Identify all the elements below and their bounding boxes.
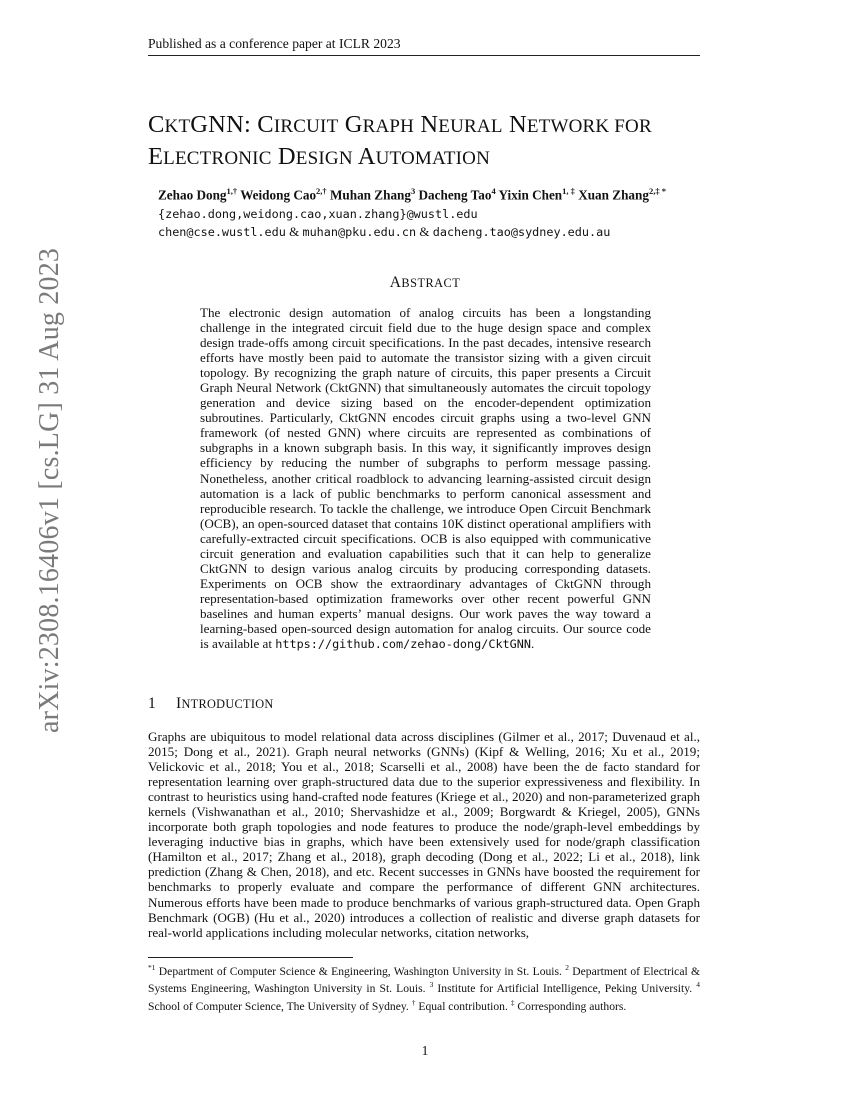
- title-text: EURAL: [438, 116, 503, 137]
- email-line-2: [158, 223, 718, 241]
- author-affiliation-mark: 1, ‡: [562, 186, 575, 196]
- footnote-text: School of Computer Science, The University of Sydney.: [148, 999, 412, 1013]
- heading-text: BSTRACT: [401, 276, 461, 290]
- title-line-2: [148, 142, 708, 174]
- title-text: C: [148, 111, 165, 138]
- heading-text: I: [176, 695, 182, 712]
- footnote-text: Corresponding authors.: [514, 999, 627, 1013]
- paper-title: [148, 110, 708, 174]
- author-affiliation-mark: 4: [491, 186, 496, 196]
- title-text: LECTRONIC: [163, 148, 272, 169]
- source-code-link[interactable]: https://github.com/zehao-dong/CktGNN: [275, 637, 531, 652]
- heading-text: A: [389, 274, 402, 291]
- email-address[interactable]: dacheng.tao@sydney.edu.au: [432, 225, 611, 239]
- footnote-text: Equal contribution.: [415, 999, 511, 1013]
- email-address[interactable]: muhan@pku.edu.cn: [302, 225, 417, 239]
- heading-text: NTRODUCTION: [181, 697, 274, 711]
- title-text: GNN: C: [190, 111, 274, 138]
- author-name: Weidong Cao: [240, 187, 317, 203]
- arxiv-identifier[interactable]: arXiv:2308.16406v1 [cs.LG] 31 Aug 2023: [34, 247, 65, 733]
- email-address[interactable]: chen@cse.wustl.edu: [158, 225, 286, 239]
- footnote-mark: 2: [565, 963, 569, 972]
- title-text: RAPH: [362, 116, 415, 137]
- author-affiliation-mark: 3: [410, 186, 416, 196]
- author-list: [158, 186, 718, 203]
- author-name: Zehao Dong: [158, 187, 227, 203]
- abstract-body: [200, 305, 651, 652]
- email-line-1: [158, 205, 718, 223]
- author-name: Yixin Chen: [498, 187, 563, 203]
- footnote: [148, 961, 700, 1013]
- footnote-mark: *1: [148, 963, 156, 972]
- footnote-text: Department of Computer Science & Engineering, Washington University in St. Louis.: [155, 964, 566, 978]
- intro-paragraph: Graphs are ubiquitous to model relational data across disciplines (Gilmer et al., 2017; Duvenaud et al., 2015; Dong et al., 2021). Graph neural networks (GNNs) (Kipf & Welling, 2016; Xu et al., 2019; Velickovic et al., 2018; You et al., 2018; Scarselli et al., 2008) have been the de facto standard for representation learning over graph-structured data due to the superior expressiveness and flexibility. In contrast to heuristics using hand-crafted node features (Kriege et al., 2020) and non-parameterized graph kernels (Vishwanathan et al., 2010; Shervashidze et al., 2009; Borgwardt & Kriegel, 2005), GNNs incorporate both graph topologies and node features to produce the node/graph-level embeddings by leveraging inductive bias in graphs, which have been extensively used for node/graph classification (Hamilton et al., 2017; Zhang et al., 2018), graph decoding (Dong et al., 2022; Li et al., 2018), link prediction (Zhang & Chen, 2018), and etc. Recent successes in GNNs have boosted the requirement for benchmarks to properly evaluate and compare the performance of different GNN architectures. Numerous efforts have been made to produce benchmarks of various graph-structured data. Open Graph Benchmark (OGB) (Hu et al., 2020) introduces a collection of realistic and diverse graph datasets for real-world applications including molecular networks, citation networks,: [148, 729, 700, 940]
- abstract-text: The electronic design automation of analog circuits has been a longstanding challenge in the integrated circuit field due to the huge design space and complex design trade-offs among circuit specifications. In the past decades, intensive research efforts have mostly been paid to automate the transistor sizing with a given circuit topology. By recognizing the graph nature of circuits, this paper presents a Circuit Graph Neural Network (CktGNN) that simultaneously automates the circuit topology generation and device sizing based on the encoder-dependent optimization subroutines. Particularly, CktGNN encodes circuit graphs using a two-level GNN framework (of nested GNN) where circuits are represented as combinations of subgraphs in a known subgraph basis. In this way, it significantly improves design efficiency by reducing the number of subgraphs to perform message passing. Nonetheless, another critical roadblock to advancing learning-assisted circuit design automation is a lack of public benchmarks to perform canonical assessment and reproducible research. To tackle the challenge, we introduce Open Circuit Benchmark (OCB), an open-sourced dataset that contains 10K distinct operational amplifiers with carefully-extracted circuit specifications. OCB is also equipped with communicative circuit generation and evaluation capabilities such that it can help to generalize CktGNN to design various analog circuits by producing corresponding datasets. Experiments on OCB show the extraordinary advantages of CktGNN through representation-based optimization frameworks over other recent powerful GNN baselines and human experts’ manual designs. Our work paves the way toward a learning-based open-sourced design automation for analog circuits. Our source code is available at: [200, 305, 651, 652]
- ampersand: &: [419, 224, 430, 239]
- email-group[interactable]: {zehao.dong,weidong.cao,xuan.zhang}@wustl.edu: [158, 207, 478, 221]
- title-text: ESIGN: [295, 148, 353, 169]
- author-name: Dacheng Tao: [418, 187, 492, 203]
- title-text: E: [148, 143, 164, 170]
- footnote-divider: [148, 957, 353, 958]
- footnote-mark: ‡: [510, 997, 515, 1007]
- author-affiliation-mark: 2,‡ *: [648, 186, 666, 196]
- footnote-mark: †: [411, 997, 416, 1007]
- title-line-1: [148, 110, 708, 142]
- title-text: ETWORK FOR: [526, 116, 652, 137]
- running-header: Published as a conference paper at ICLR 2023: [148, 36, 700, 56]
- footnote-text: Department of Electrical & Systems Engineering, Washington University in St. Louis.: [148, 964, 701, 996]
- abstract-end: .: [530, 636, 535, 652]
- ampersand: &: [289, 224, 300, 239]
- title-text: UTOMATION: [375, 148, 491, 169]
- author-emails: [158, 205, 718, 241]
- title-text: A: [352, 143, 376, 170]
- title-text: N: [502, 111, 527, 138]
- author-name: Muhan Zhang: [329, 187, 411, 203]
- abstract-heading: [0, 274, 850, 292]
- section-heading: [148, 695, 708, 713]
- section-number: 1: [148, 695, 157, 712]
- author-name: Xuan Zhang: [578, 187, 649, 203]
- title-text: D: [271, 143, 296, 170]
- author-affiliation-mark: 2,†: [316, 186, 327, 196]
- title-text: KT: [164, 116, 191, 137]
- footnote-mark: 3: [429, 980, 434, 990]
- title-text: IRCUIT: [273, 116, 339, 137]
- page-number: 1: [421, 1043, 429, 1058]
- footnote-mark: 4: [696, 980, 700, 990]
- title-text: G: [338, 111, 363, 138]
- footnote-text: Institute for Artificial Intelligence, Peking University.: [433, 982, 697, 996]
- title-text: N: [414, 111, 439, 138]
- author-affiliation-mark: 1,†: [226, 186, 238, 196]
